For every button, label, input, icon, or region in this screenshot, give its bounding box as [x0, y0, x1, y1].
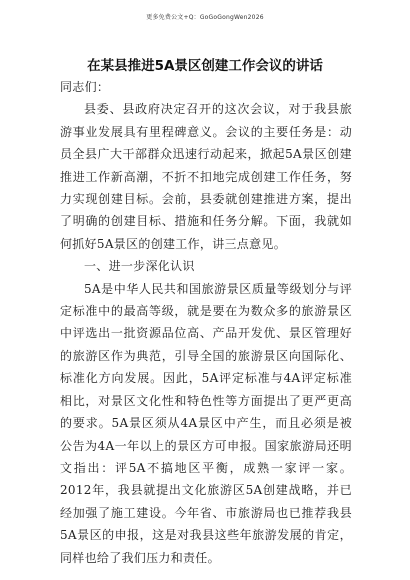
- document-title: 在某县推进5A景区创建工作会议的讲话: [87, 58, 323, 74]
- section-heading: 一、进一步深化认识: [84, 259, 195, 274]
- document-body: [60, 76, 352, 569]
- paragraph-intro: 县委、县政府决定召开的这次会议，对于我县旅游事业发展具有里程碑意义。会议的主要任务是：动员全县广大干部群众迅速行动起来，掀起5A景区创建推进工作新高潮，不折不扣地完成创建工作任务，努力实现创建目标。会前，县委就创建推进方案，提出了明确的创建目标、措施和任务分解。下面，我就如何抓好5A景区的创建工作，讲三点意见。: [60, 102, 352, 251]
- paragraph-5a-standard: 5A是中华人民共和国旅游景区质量等级划分与评定标准中的最高等级，就是要在为数众多的旅游景区中评选出一批资源品位高、产品开发优、景区管理好的旅游区作为典范，引导全国的旅游景区向国际化、标准化方向发展。因此，5A评定标准与4A评定标准相比，对景区文化性和特色性等方面提出了更严更高的要求。5A景区须从4A景区中产生，而且必须是被公告为4A一年以上的景区方可申报。国家旅游局还明文指出：评5A不搞地区平衡，成熟一家评一家。2012年，我县就提出文化旅游区5A创建战略，并已经加强了施工建设。今年省、市旅游局也已推荐我县5A景区的申报，这是对我县这些年旅游发展的肯定，同样也给了我们压力和责任。: [60, 281, 352, 565]
- salutation: 同志们：: [60, 80, 110, 94]
- header-note: 更多免费公文+Q：GoGoGongWen2026: [146, 14, 264, 21]
